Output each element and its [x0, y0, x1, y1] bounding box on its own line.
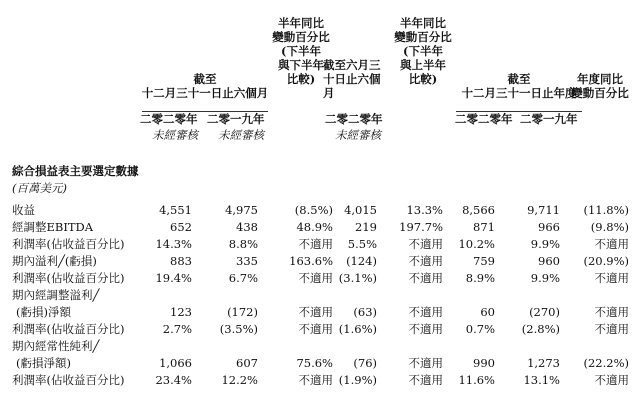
- row-value: 13.3%: [406, 203, 443, 217]
- row-value: 不適用: [408, 322, 443, 336]
- row-value: 966: [538, 220, 560, 234]
- row-value: 5.5%: [347, 237, 377, 251]
- header-line: 比較): [286, 72, 316, 86]
- row-value: 不適用: [594, 271, 629, 285]
- header-line: 截至: [507, 72, 531, 86]
- row-value: 8.8%: [228, 237, 258, 251]
- row-value: (1.6%): [338, 322, 377, 336]
- row-value: 10.2%: [458, 237, 495, 251]
- row-label: (虧損)淨額: [16, 305, 71, 319]
- unit-label: (百萬美元): [12, 181, 67, 195]
- row-value: (3.5%): [219, 322, 258, 336]
- row-value: 60: [480, 305, 495, 319]
- row-value: (76): [353, 356, 377, 370]
- header-line: 與下半年: [278, 58, 324, 72]
- header-line: 半年同比: [400, 16, 446, 30]
- header-line: 與上半年: [400, 58, 446, 72]
- row-value: 2.7%: [162, 322, 192, 336]
- row-value: (22.2%): [583, 356, 629, 370]
- header-six-months-title: [140, 72, 270, 100]
- year-2020: 二零二零年: [325, 112, 383, 126]
- header-line: 截至六月三: [323, 58, 381, 72]
- row-value: 不適用: [408, 271, 443, 285]
- row-label: 利潤率(佔收益百分比): [12, 237, 125, 251]
- row-label: 收益: [12, 203, 35, 217]
- row-value: 990: [473, 356, 495, 370]
- row-value: 4,975: [225, 203, 258, 217]
- row-value: 13.1%: [523, 373, 560, 387]
- row-value: 4,015: [344, 203, 377, 217]
- row-value: 不適用: [408, 237, 443, 251]
- row-value: 123: [170, 305, 192, 319]
- row-value: 不適用: [298, 237, 333, 251]
- row-value: 9.9%: [530, 237, 560, 251]
- row-value: 不適用: [408, 356, 443, 370]
- row-value: 23.4%: [155, 373, 192, 387]
- unaudited-label: 未經審核: [152, 128, 198, 142]
- row-value: 11.6%: [458, 373, 495, 387]
- row-value: 607: [236, 356, 258, 370]
- header-line: 變動百分比: [272, 30, 330, 44]
- row-value: (9.8%): [590, 220, 629, 234]
- header-line: (下半年: [403, 44, 443, 58]
- row-value: 75.6%: [296, 356, 333, 370]
- header-line: 十日止六個: [323, 72, 381, 86]
- row-value: 960: [538, 254, 560, 268]
- year-2019: 二零一九年: [207, 112, 265, 126]
- row-value: 871: [473, 220, 495, 234]
- header-yoy-change: [568, 72, 632, 100]
- row-value: 14.3%: [155, 237, 192, 251]
- row-value: 19.4%: [155, 271, 192, 285]
- row-value: 不適用: [408, 373, 443, 387]
- row-value: 不適用: [408, 305, 443, 319]
- row-value: (63): [353, 305, 377, 319]
- header-year-title: [454, 72, 584, 100]
- row-label: 利潤率(佔收益百分比): [12, 271, 125, 285]
- row-value: 1,066: [159, 356, 192, 370]
- row-value: 9,711: [527, 203, 560, 217]
- row-value: 不適用: [594, 237, 629, 251]
- header-line: 截至: [193, 72, 217, 86]
- row-value: 163.6%: [289, 254, 333, 268]
- row-value: 883: [170, 254, 192, 268]
- row-value: 335: [236, 254, 258, 268]
- header-line: (下半年: [281, 44, 321, 58]
- row-value: 8.9%: [465, 271, 495, 285]
- year-2019: 二零一九年: [520, 112, 578, 126]
- header-line: 月: [323, 86, 335, 100]
- row-value: 不適用: [594, 373, 629, 387]
- row-value: 不適用: [298, 271, 333, 285]
- row-value: 12.2%: [221, 373, 258, 387]
- row-value: (20.9%): [583, 254, 629, 268]
- row-value: (2.8%): [521, 322, 560, 336]
- row-value: 438: [236, 220, 258, 234]
- row-value: 不適用: [298, 373, 333, 387]
- row-value: 不適用: [408, 254, 443, 268]
- row-label: 期內經常性純利╱: [12, 339, 100, 353]
- row-value: 0.7%: [465, 322, 495, 336]
- row-label: 期內溢利╱(虧損): [12, 254, 97, 268]
- year-2020: 二零二零年: [455, 112, 513, 126]
- row-value: 1,273: [527, 356, 560, 370]
- header-line: 比較): [408, 72, 438, 86]
- header-line: 十二月三十一日止年度: [461, 86, 577, 100]
- row-value: 4,551: [159, 203, 192, 217]
- header-june-hoh-change: [392, 16, 454, 86]
- row-value: 6.7%: [228, 271, 258, 285]
- row-value: (1.9%): [338, 373, 377, 387]
- row-label: 利潤率(佔收益百分比): [12, 373, 125, 387]
- row-value: 8,566: [462, 203, 495, 217]
- row-value: 48.9%: [296, 220, 333, 234]
- row-value: 759: [473, 254, 495, 268]
- row-value: 不適用: [298, 322, 333, 336]
- row-value: 不適用: [594, 322, 629, 336]
- row-value: (8.5%): [294, 203, 333, 217]
- row-value: (3.1%): [338, 271, 377, 285]
- row-label: 期內經調整溢利╱: [12, 288, 100, 302]
- header-line: 十二月三十一日止六個月: [141, 86, 269, 100]
- unaudited-label: 未經審核: [218, 128, 264, 142]
- row-label: (虧損淨額): [16, 356, 71, 370]
- section-title: 綜合損益表主要選定數據: [12, 164, 139, 178]
- row-value: (124): [346, 254, 377, 268]
- row-value: 不適用: [298, 305, 333, 319]
- row-value: 197.7%: [399, 220, 443, 234]
- row-label: 經調整EBITDA: [12, 220, 94, 234]
- header-line: 變動百分比: [394, 30, 452, 44]
- row-value: (270): [529, 305, 560, 319]
- year-2020: 二零二零年: [140, 112, 198, 126]
- header-line: 年度同比: [577, 72, 623, 86]
- row-value: (172): [227, 305, 258, 319]
- row-value: 652: [170, 220, 192, 234]
- header-line: 半年同比: [278, 16, 324, 30]
- unaudited-label: 未經審核: [335, 128, 381, 142]
- row-value: 9.9%: [530, 271, 560, 285]
- header-line: 變動百分比: [571, 86, 629, 100]
- row-value: 不適用: [594, 305, 629, 319]
- row-value: 219: [355, 220, 377, 234]
- row-value: (11.8%): [583, 203, 629, 217]
- header-june-title: [323, 58, 383, 100]
- row-label: 利潤率(佔收益百分比): [12, 322, 125, 336]
